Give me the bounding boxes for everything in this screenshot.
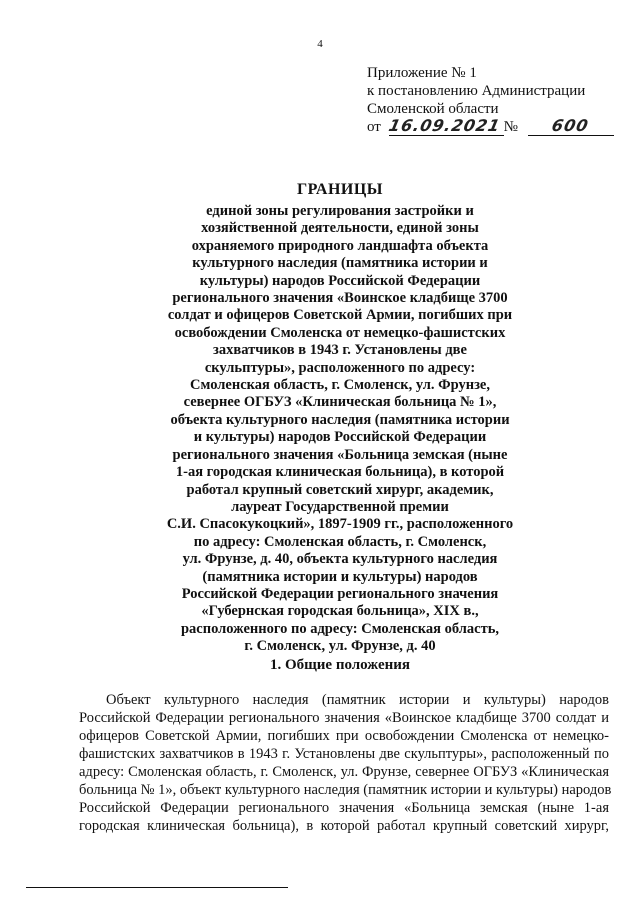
title-line: севернее ОГБУЗ «Клиническая больница № 1», [183, 394, 497, 411]
body-line: больница № 1», объект культурного наследия (памятник истории и культуры) народов [79, 782, 612, 798]
title-line: культурного наследия (памятника истории и [192, 255, 488, 272]
section-heading: 1. Общие положения [269, 657, 411, 673]
appendix-resolution-word: постановлению [378, 83, 478, 99]
body-line: офицеров Советской Армии, погибших при освобождении Смоленска от немецко- [79, 728, 609, 744]
title-line: освобождении Смоленска от немецко-фашистских [174, 324, 506, 341]
title-line: лауреат Государственной премии [231, 498, 449, 515]
document-title: ГРАНИЦЫ [296, 181, 383, 198]
appendix-region: Смоленской области [367, 101, 499, 117]
appendix-resolution-line [367, 82, 607, 100]
footnote-divider [26, 887, 288, 888]
title-line: единой зоны регулирования застройки и [206, 203, 474, 219]
title-line: С.И. Спасокукоцкий», 1897-1909 гг., расположенного [166, 516, 514, 533]
title-line: работал крупный советский хирург, академик, [186, 481, 494, 498]
appendix-header [367, 64, 607, 136]
title-line: Российской Федерации регионального значения [181, 585, 499, 602]
title-line: солдат и офицеров Советской Армии, погибших при [167, 307, 513, 324]
appendix-administration-word: Администрации [481, 83, 586, 99]
appendix-date-number-line [367, 118, 607, 136]
title-line: захватчиков в 1943 г. Установлены две [213, 342, 467, 359]
appendix-title: Приложение № 1 [367, 65, 477, 81]
body-line: адресу: Смоленская область, г. Смоленск, ул. Фрунзе, севернее ОГБУЗ «Клиническая [79, 764, 609, 780]
number-label: № [503, 119, 518, 135]
title-line: и культуры) народов Российской Федерации [193, 429, 487, 446]
body-paragraph [79, 691, 612, 835]
title-line: скульптуры», расположенного по адресу: [204, 359, 476, 376]
document-title-block [0, 181, 640, 656]
title-line: регионального значения «Больница земская (ныне [172, 446, 508, 463]
title-line: Смоленская область, г. Смоленск, ул. Фрунзе, [190, 377, 490, 394]
title-line: (памятника истории и культуры) народов [202, 568, 478, 585]
body-line: фашистских захватчиков в 1943 г. Установлены две скульптуры», расположенный по [79, 746, 609, 762]
title-line: г. Смоленск, ул. Фрунзе, д. 40 [244, 638, 436, 655]
title-line: расположенного по адресу: Смоленская область, [180, 620, 500, 637]
page-number: 4 [317, 38, 323, 50]
body-line: Российской Федерации регионального значения «Больница земская (ныне 1-ая [79, 800, 609, 816]
title-line: «Губернская городская больница», XIX в., [201, 603, 479, 620]
title-line: регионального значения «Воинское кладбище 3700 [172, 290, 508, 307]
title-line: объекта культурного наследия (памятника истории [170, 411, 510, 428]
title-line: по адресу: Смоленская область, г. Смоленск, [193, 533, 487, 550]
title-line: ул. Фрунзе, д. 40, объекта культурного наследия [182, 551, 498, 568]
from-label: от [367, 119, 381, 135]
body-line: городская клиническая больница), в которой работал крупный советский хирург, [79, 818, 609, 834]
title-line: 1-ая городская клиническая больница), в которой [175, 464, 505, 481]
title-line: охраняемого природного ландшафта объекта [191, 237, 489, 254]
handwritten-number: 600 [550, 116, 591, 135]
date-field [386, 116, 504, 136]
body-line: Российской Федерации регионального значения «Воинское кладбище 3700 солдат и [79, 710, 609, 726]
body-line: Объект культурного наследия (памятник истории и культуры) народов [106, 692, 609, 708]
title-line: культуры) народов Российской Федерации [199, 272, 481, 289]
title-line: хозяйственной деятельности, единой зоны [201, 220, 479, 237]
number-field [528, 118, 614, 136]
handwritten-date: 16.09.2021 [386, 116, 502, 135]
appendix-preposition: к [367, 83, 375, 99]
